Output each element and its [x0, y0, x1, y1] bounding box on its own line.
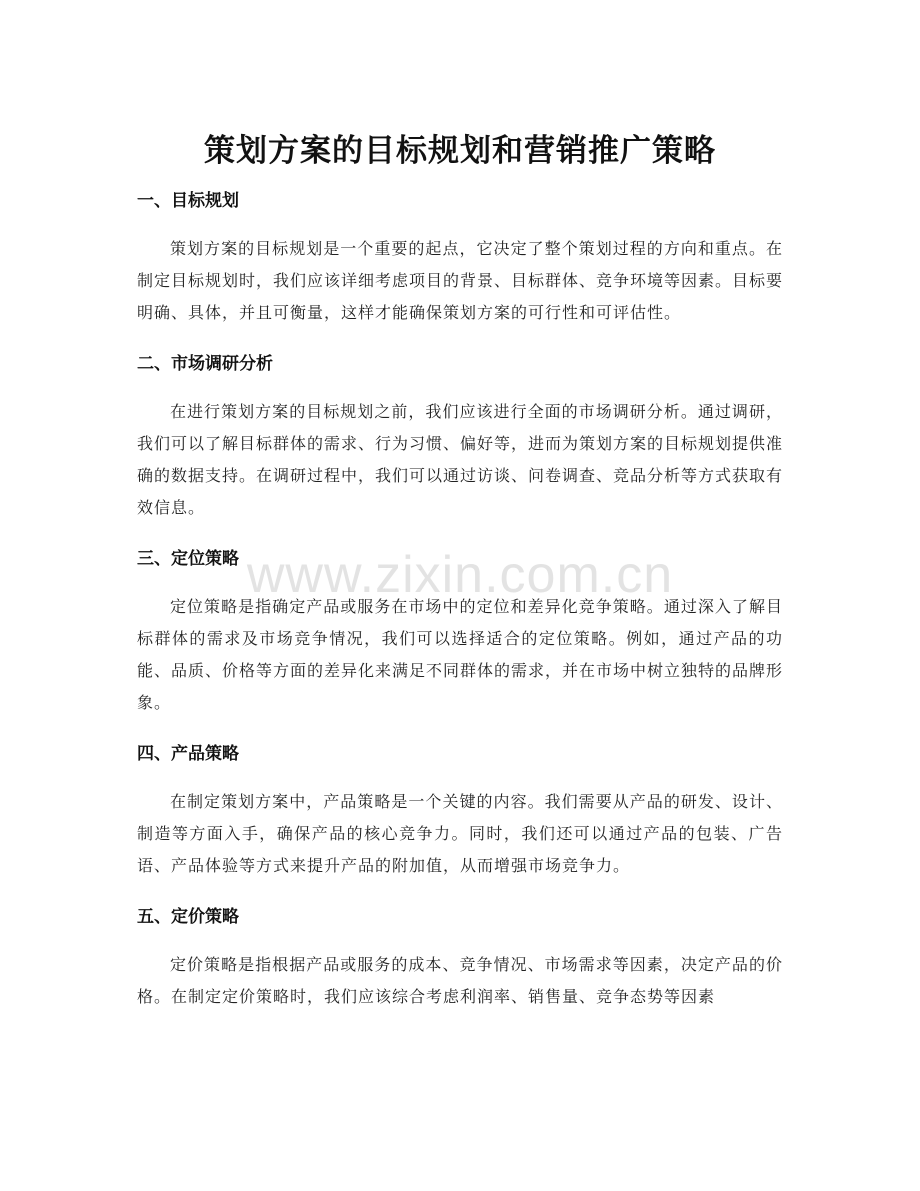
section-paragraph: 定价策略是指根据产品或服务的成本、竞争情况、市场需求等因素，决定产品的价格。在制定定价策略时，我们应该综合考虑利润率、销售量、竞争态势等因素 [137, 955, 783, 1006]
section-heading: 一、目标规划 [137, 191, 239, 211]
section-positioning [137, 541, 783, 719]
section-market-research [137, 346, 783, 524]
section-heading: 二、市场调研分析 [137, 354, 273, 374]
section-heading: 五、定价策略 [137, 907, 239, 927]
section-paragraph: 在进行策划方案的目标规划之前，我们应该进行全面的市场调研分析。通过调研，我们可以了解目标群体的需求、行为习惯、偏好等，进而为策划方案的目标规划提供准确的数据支持。在调研过程中，我们可以通过访谈、问卷调查、竞品分析等方式获取有效信息。 [137, 402, 784, 517]
section-product [137, 736, 783, 882]
section-heading: 三、定位策略 [137, 549, 239, 569]
section-paragraph: 策划方案的目标规划是一个重要的起点，它决定了整个策划过程的方向和重点。在制定目标规划时，我们应该详细考虑项目的背景、目标群体、竞争环境等因素。目标要明确、具体，并且可衡量，这样才能确保策划方案的可行性和可评估性。 [137, 239, 784, 322]
document-body [137, 183, 783, 1030]
section-heading: 四、产品策略 [137, 744, 239, 764]
section-pricing [137, 899, 783, 1013]
section-paragraph: 定位策略是指确定产品或服务在市场中的定位和差异化竞争策略。通过深入了解目标群体的需求及市场竞争情况，我们可以选择适合的定位策略。例如，通过产品的功能、品质、价格等方面的差异化来满足不同群体的需求，并在市场中树立独特的品牌形象。 [137, 597, 784, 712]
document-title: 策划方案的目标规划和营销推广策略 [204, 132, 716, 169]
watermark: www.zixin.com.cn [246, 546, 674, 604]
section-paragraph: 在制定策划方案中，产品策略是一个关键的内容。我们需要从产品的研发、设计、制造等方面入手，确保产品的核心竞争力。同时，我们还可以通过产品的包装、广告语、产品体验等方式来提升产品的附加值，从而增强市场竞争力。 [137, 792, 783, 875]
section-goal-planning [137, 183, 783, 329]
